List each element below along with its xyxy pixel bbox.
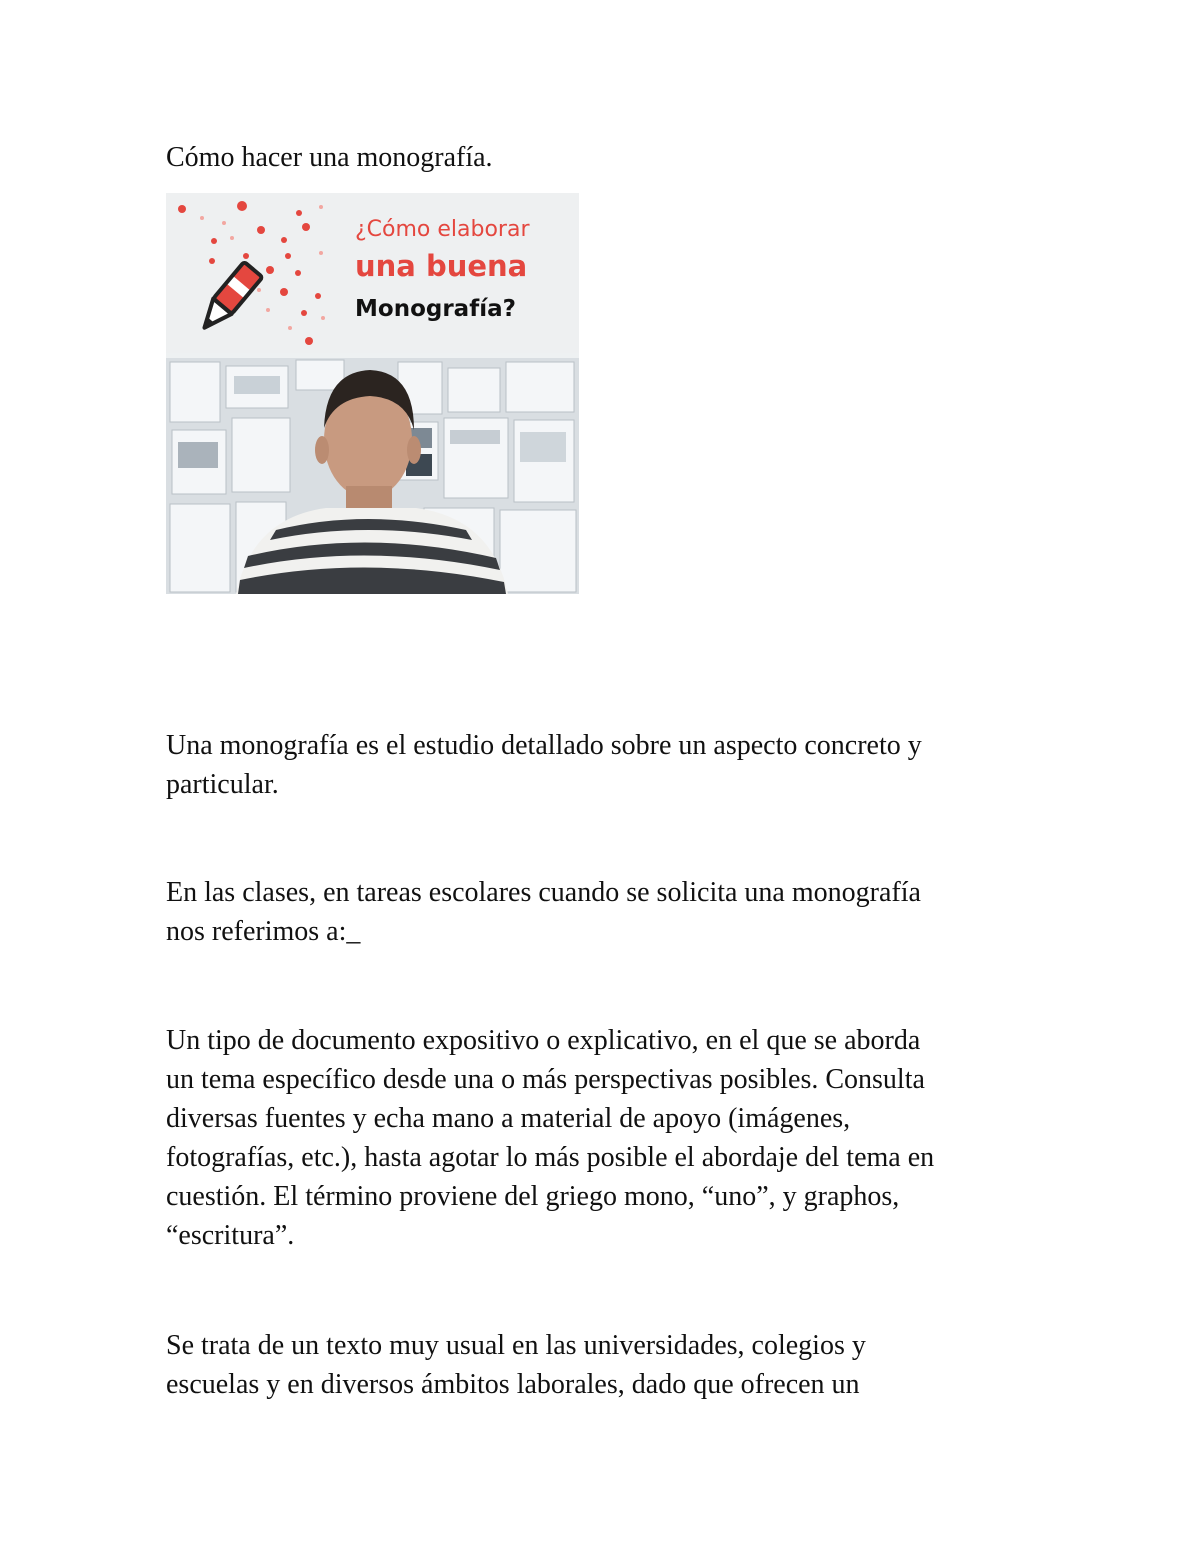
banner-line-1: ¿Cómo elaborar [355,217,530,242]
paragraph-line: particular. [166,769,279,800]
paragraph-line: Una monografía es el estudio detallado sobre un aspecto concreto y [166,730,922,761]
paragraph-3 [166,1021,1046,1255]
paragraph-line: Un tipo de documento expositivo o explicativo, en el que se aborda [166,1025,921,1056]
paragraph-line: diversas fuentes y echa mano a material de apoyo (imágenes, [166,1103,851,1134]
paragraph-line: En las clases, en tareas escolares cuando se solicita una monografía [166,877,921,908]
paragraph-line: un tema específico desde una o más perspectivas posibles. Consulta [166,1064,925,1095]
paragraph-2 [166,873,1046,951]
paragraph-line: escuelas y en diversos ámbitos laborales, dado que ofrecen un [166,1369,860,1400]
pencil-icon [184,255,274,345]
document-title: Cómo hacer una monografía. [166,142,493,173]
paragraph-1 [166,726,1046,804]
paragraph-line: fotografías, etc.), hasta agotar lo más posible el abordaje del tema en [166,1142,935,1173]
paragraph-line: “escritura”. [166,1220,295,1251]
monografia-figure [166,193,579,594]
banner-line-2: una buena [355,249,528,283]
paragraph-4 [166,1326,1046,1404]
paragraph-line: Se trata de un texto muy usual en las universidades, colegios y [166,1330,866,1361]
paragraph-line: nos referimos a:_ [166,916,361,947]
paragraph-line: cuestión. El término proviene del griego mono, “uno”, y graphos, [166,1181,900,1212]
figure-banner [166,193,579,353]
banner-line-3: Monografía? [355,296,516,322]
photo-man-at-board [166,358,579,594]
